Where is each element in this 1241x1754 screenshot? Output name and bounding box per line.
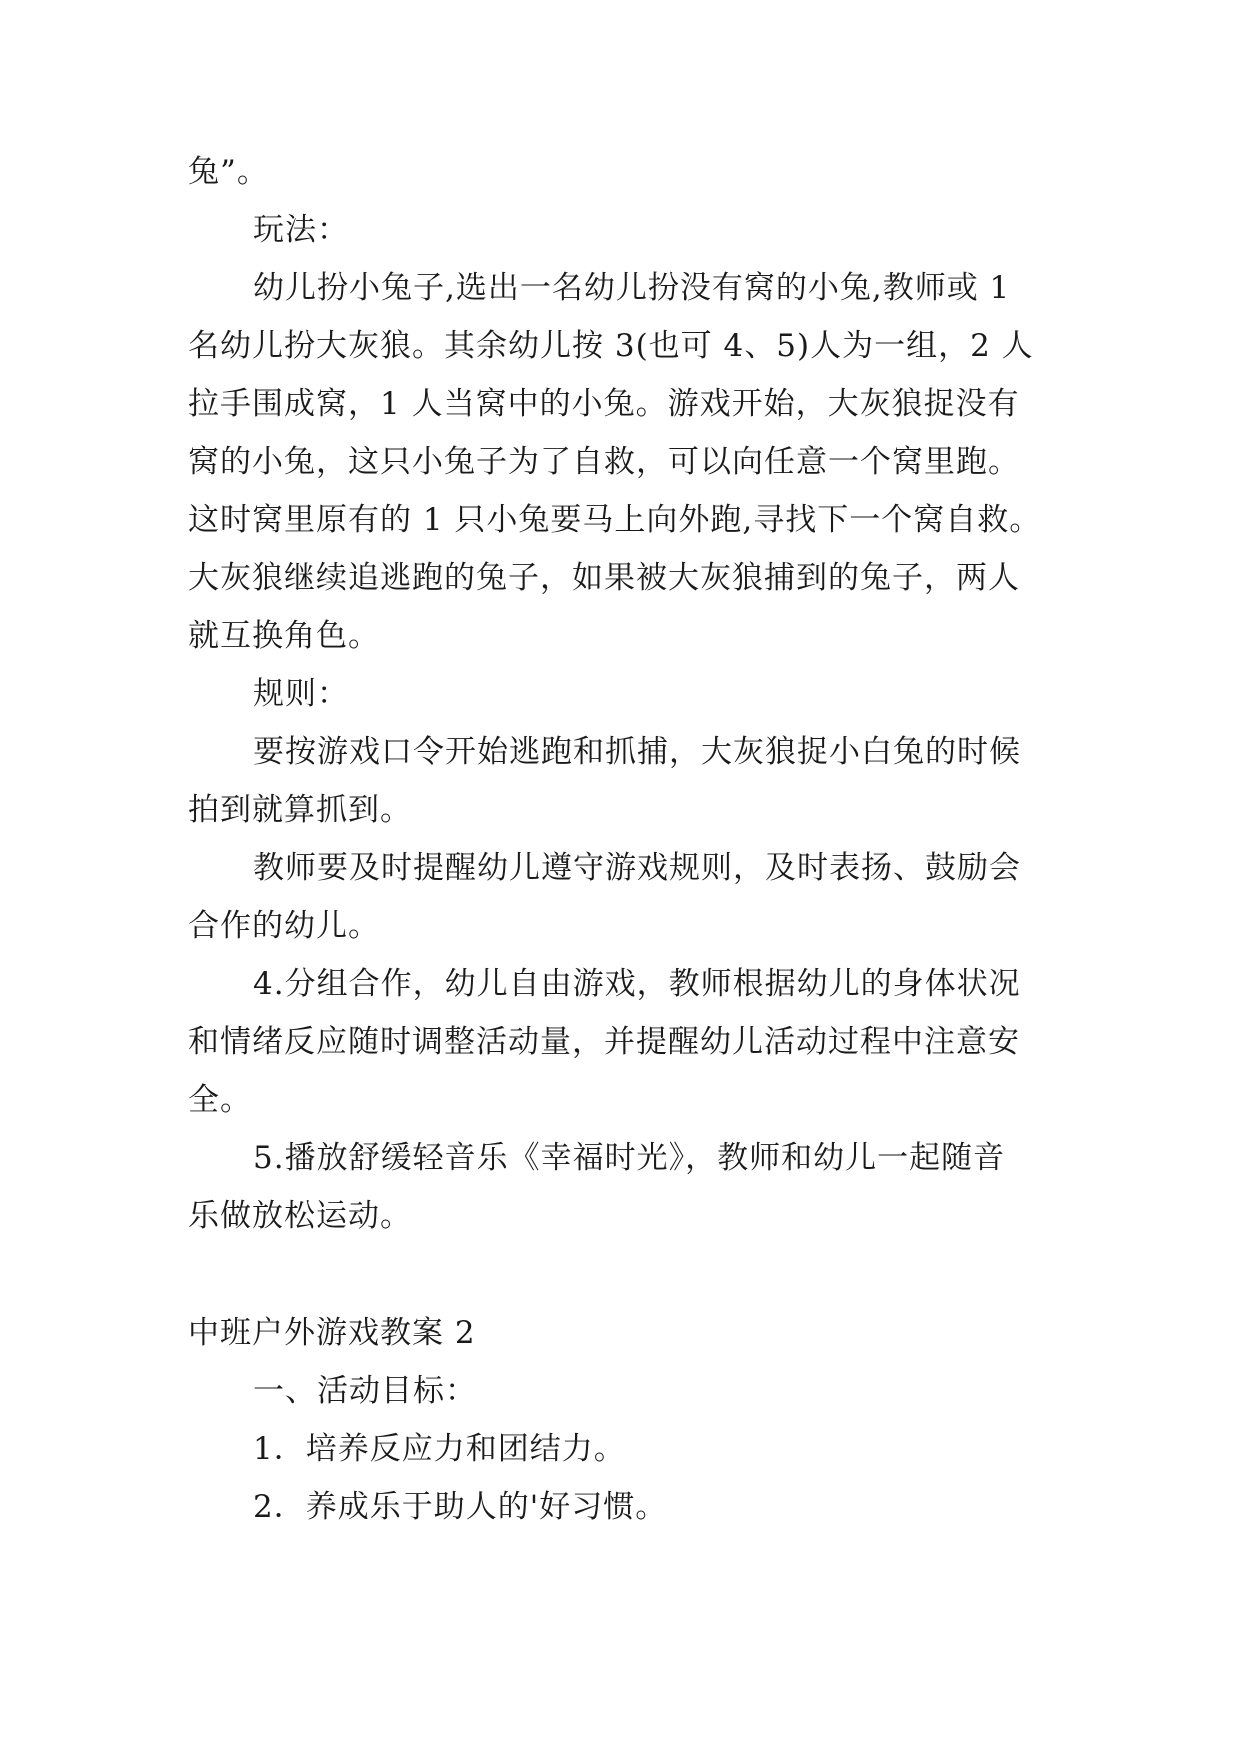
text-line: 兔”。 (188, 154, 269, 190)
text-line: 合作的幼儿。 (188, 908, 380, 944)
text-line: 幼儿扮小兔子,选出一名幼儿扮没有窝的小兔,教师或 1 (253, 270, 1011, 306)
text-line: 窝的小兔，这只小兔子为了自救，可以向任意一个窝里跑。 (188, 444, 1020, 480)
text-line: 5.播放舒缓轻音乐《幸福时光》，教师和幼儿一起随音 (253, 1140, 1006, 1176)
text-line: 名幼儿扮大灰狼。其余幼儿按 3(也可 4、5)人为一组，2 人 (188, 328, 1034, 364)
text-line: 全。 (188, 1082, 252, 1118)
subheading-activity-goals: 一、活动目标： (253, 1373, 477, 1409)
text-line: 大灰狼继续追逃跑的兔子，如果被大灰狼捕到的兔子，两人 (188, 560, 1020, 596)
goal-item: 1．培养反应力和团结力。 (253, 1431, 626, 1467)
text-line: 拍到就算抓到。 (188, 792, 412, 828)
text-line: 4.分组合作，幼儿自由游戏，教师根据幼儿的身体状况 (253, 966, 1021, 1002)
section-label-rules: 规则： (253, 676, 349, 712)
goal-item: 2．养成乐于助人的'好习惯。 (253, 1489, 668, 1525)
text-line: 和情绪反应随时调整活动量，并提醒幼儿活动过程中注意安 (188, 1024, 1020, 1060)
section-label-gameplay: 玩法： (253, 212, 349, 248)
text-line: 这时窝里原有的 1 只小兔要马上向外跑,寻找下一个窝自救。 (188, 502, 1042, 538)
text-line: 教师要及时提醒幼儿遵守游戏规则，及时表扬、鼓励会 (253, 850, 1021, 886)
text-line: 拉手围成窝，1 人当窝中的小兔。游戏开始，大灰狼捉没有 (188, 386, 1020, 422)
section-heading: 中班户外游戏教案 2 (188, 1315, 476, 1351)
text-line: 要按游戏口令开始逃跑和抓捕，大灰狼捉小白兔的时候 (253, 734, 1021, 770)
text-line: 乐做放松运动。 (188, 1198, 412, 1234)
text-line: 就互换角色。 (188, 618, 380, 654)
